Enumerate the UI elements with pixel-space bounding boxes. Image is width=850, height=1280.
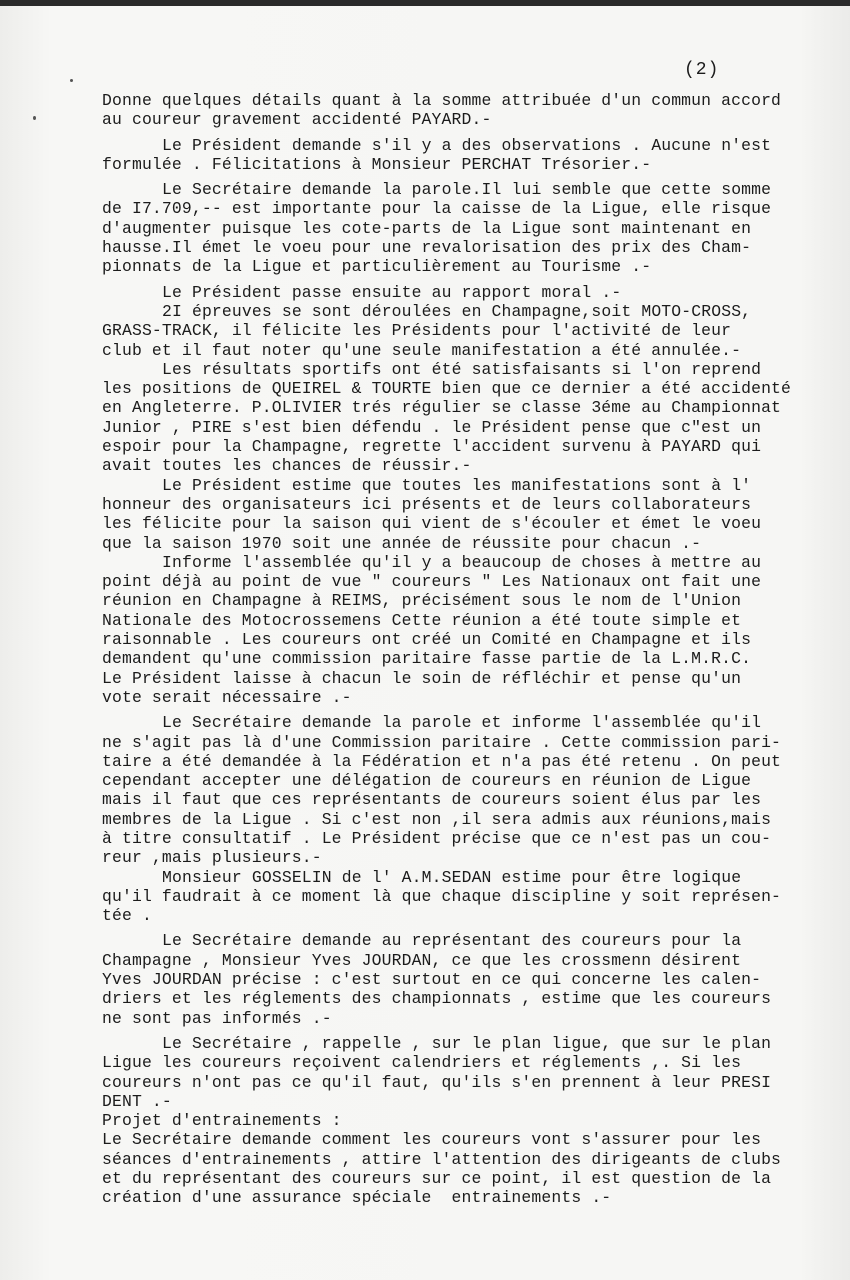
text-line: point déjà au point de vue " coureurs " Les Nationaux ont fait une (102, 572, 762, 592)
text-line: Champagne , Monsieur Yves JOURDAN, ce que les crossmenn désirent (102, 950, 742, 970)
text-line: formulée . Félicitations à Monsieur PERCHAT Trésorier.- (102, 154, 652, 174)
paper-speck (33, 116, 36, 120)
text-line: Le Secrétaire demande la parole.Il lui semble que cette somme (162, 180, 772, 200)
text-line: séances d'entrainements , attire l'attention des dirigeants de clubs (102, 1149, 782, 1169)
text-line: hausse.Il émet le voeu pour une revalorisation des prix des Cham- (102, 238, 752, 258)
text-line: Les résultats sportifs ont été satisfaisants si l'on reprend (162, 359, 762, 379)
text-line: pionnats de la Ligue et particulièrement au Tourisme .- (102, 257, 652, 277)
text-line: Ligue les coureurs reçoivent calendriers et réglements ,. Si les (102, 1053, 742, 1073)
text-line: vote serait nécessaire .- (102, 687, 352, 707)
text-line: les félicite pour la saison qui vient de s'écouler et émet le voeu (102, 514, 762, 534)
text-line: GRASS-TRACK, il félicite les Présidents pour l'activité de leur (102, 321, 732, 341)
text-line: cependant accepter une délégation de coureurs en réunion de Ligue (102, 771, 752, 791)
text-line: réunion en Champagne à REIMS, précisément sous le nom de l'Union (102, 591, 742, 611)
text-line: membres de la Ligue . Si c'est non ,il sera admis aux réunions,mais (102, 809, 772, 829)
document-body (102, 91, 822, 1208)
text-line: honneur des organisateurs ici présents et de leurs collaborateurs (102, 494, 752, 514)
section-heading: Projet d'entrainements : (102, 1111, 342, 1131)
text-line: ne sont pas informés .- (102, 1008, 332, 1028)
text-line: mais il faut que ces représentants de coureurs soient élus par les (102, 790, 762, 810)
text-line: à titre consultatif . Le Président précise que ce n'est pas un cou- (102, 828, 772, 848)
text-line: avait toutes les chances de réussir.- (102, 456, 472, 476)
text-line: que la saison 1970 soit une année de réussite pour chacun .- (102, 533, 702, 553)
text-line: au coureur gravement accidenté PAYARD.- (102, 110, 492, 130)
text-line: Le Président passe ensuite au rapport moral .- (162, 282, 622, 302)
text-line: de I7.709,-- est importante pour la caisse de la Ligue, elle risque (102, 199, 772, 219)
text-line: Monsieur GOSSELIN de l' A.M.SEDAN estime pour être logique (162, 867, 742, 887)
text-line: Le Président laisse à chacun le soin de réfléchir et pense qu'un (102, 668, 742, 688)
text-line: Informe l'assemblée qu'il y a beaucoup de choses à mettre au (162, 552, 762, 572)
text-line: qu'il faudrait à ce moment là que chaque discipline y soit représen- (102, 886, 782, 906)
text-line: Le Secrétaire demande au représentant des coureurs pour la (162, 931, 742, 951)
paper-speck (70, 79, 73, 82)
text-line: Le Président estime que toutes les manifestations sont à l' (162, 475, 752, 495)
text-line: DENT .- (102, 1091, 172, 1111)
text-line: Le Président demande s'il y a des observations . Aucune n'est (162, 135, 772, 155)
text-line: en Angleterre. P.OLIVIER trés régulier se classe 3éme au Championnat (102, 398, 782, 418)
text-line: raisonnable . Les coureurs ont créé un Comité en Champagne et ils (102, 630, 752, 650)
text-line: les positions de QUEIREL & TOURTE bien que ce dernier a été accidenté (102, 379, 792, 399)
text-line: 2I épreuves se sont déroulées en Champagne,soit MOTO-CROSS, (162, 301, 752, 321)
text-line: Yves JOURDAN précise : c'est surtout en ce qui concerne les calen- (102, 970, 762, 990)
page-number: (2) (684, 60, 720, 80)
text-line: tée . (102, 906, 152, 926)
text-line: Junior , PIRE s'est bien défendu . le Président pense que c"est un (102, 417, 762, 437)
text-line: club et il faut noter qu'une seule manifestation a été annulée.- (102, 340, 742, 360)
text-line: espoir pour la Champagne, regrette l'accident survenu à PAYARD qui (102, 437, 762, 457)
text-line: Le Secrétaire demande la parole et informe l'assemblée qu'il (162, 713, 762, 733)
text-line: reur ,mais plusieurs.- (102, 848, 322, 868)
page-top-edge (0, 0, 850, 6)
text-line: coureurs n'ont pas ce qu'il faut, qu'ils s'en prennent à leur PRESI (102, 1072, 772, 1092)
text-line: Nationale des Motocrossemens Cette réunion a été toute simple et (102, 610, 742, 630)
text-line: Donne quelques détails quant à la somme attribuée d'un commun accord (102, 91, 782, 110)
text-line: Le Secrétaire demande comment les coureurs vont s'assurer pour les (102, 1130, 762, 1150)
text-line: et du représentant des coureurs sur ce point, il est question de la (102, 1169, 772, 1189)
text-line: Le Secrétaire , rappelle , sur le plan ligue, que sur le plan (162, 1033, 772, 1053)
text-line: ne s'agit pas là d'une Commission paritaire . Cette commission pari- (102, 732, 782, 752)
text-line: taire a été demandée à la Fédération et n'a pas été retenu . On peut (102, 751, 782, 771)
text-line: création d'une assurance spéciale entrainements .- (102, 1188, 612, 1208)
text-line: demandent qu'une commission paritaire fasse partie de la L.M.R.C. (102, 649, 752, 669)
text-line: driers et les réglements des championnats , estime que les coureurs (102, 989, 772, 1009)
text-line: d'augmenter puisque les cote-parts de la Ligue sont maintenant en (102, 218, 752, 238)
